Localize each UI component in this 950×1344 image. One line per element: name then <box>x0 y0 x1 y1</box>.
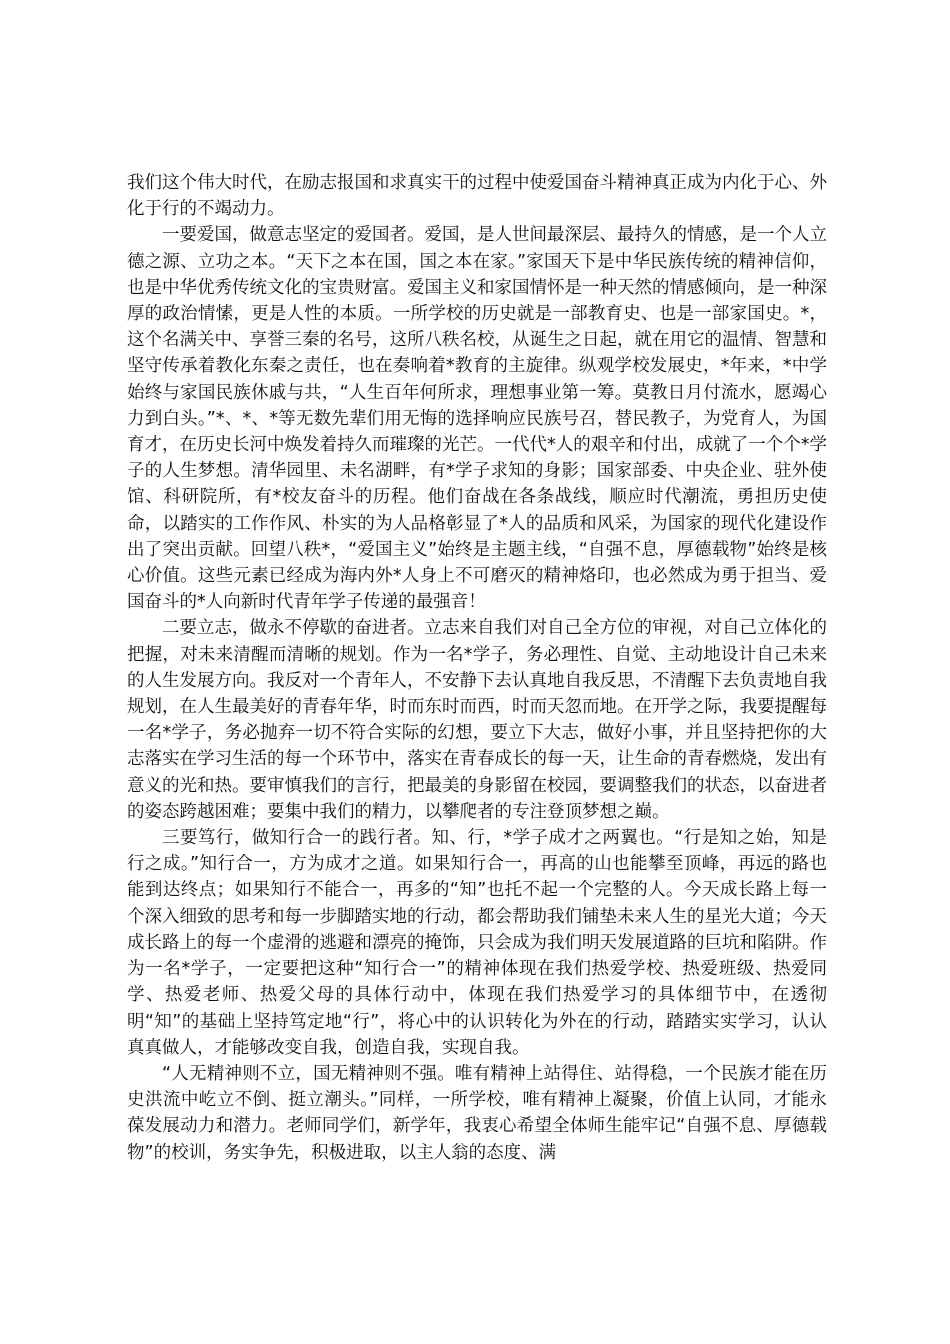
paragraph-3: 二要立志，做永不停歇的奋进者。立志来自我们对自己全方位的审视，对自己立体化的把握，对未来清醒而清晰的规划。作为一名*学子，务必理性、自觉、主动地设计自己未来的人生发展方向。我反对一个青年人，不安静下去认真地自我反思，不清醒下去负责地自我规划，在人生最美好的青春年华，时而东时而西，时而天忽而地。在开学之际，我要提醒每一名*学子，务必抛弃一切不符合实际的幻想，要立下大志，做好小事，并且坚持把你的大志落实在学习生活的每一个环节中，落实在青春成长的每一天，让生命的青春燃烧，发出有意义的光和热。要审慎我们的言行，把最美的身影留在校园，要调整我们的状态，以奋进者的姿态跨越困难；要集中我们的精力，以攀爬者的专注登顶梦想之巅。 <box>127 618 827 822</box>
document-page <box>127 170 827 1166</box>
paragraph-4: 三要笃行，做知行合一的践行者。知、行，*学子成才之两翼也。“行是知之始，知是行之成。”知行合一，方为成才之道。如果知行合一，再高的山也能攀至顶峰，再远的路也能到达终点；如果知行不能合一，再多的“知”也托不起一个完整的人。今天成长路上每一个深入细致的思考和每一步脚踏实地的行动，都会帮助我们铺垫未来人生的星光大道；今天成长路上的每一个虚滑的逃避和漂亮的掩饰，只会成为我们明天发展道路的巨坑和陷阱。作为一名*学子，一定要把这种“知行合一”的精神体现在我们热爱学校、热爱班级、热爱同学、热爱老师、热爱父母的具体行动中，体现在我们热爱学习的具体细节中，在透彻明“知”的基础上坚持笃定地“行”，将心中的认识转化为外在的行动，踏踏实实学习，认认真真做人，才能够改变自我，创造自我，实现自我。 <box>127 828 827 1058</box>
paragraph-2: 一要爱国，做意志坚定的爱国者。爱国，是人世间最深层、最持久的情感，是一个人立德之源、立功之本。“天下之本在国，国之本在家。”家国天下是中华民族传统的精神信仰，也是中华优秀传统文化的宝贵财富。爱国主义和家国情怀是一种天然的情感倾向，是一种深厚的政治情愫，更是人性的本质。一所学校的历史就是一部教育史、也是一部家国史。*，这个名满关中、享誉三秦的名号，这所八秩名校，从诞生之日起，就在用它的温情、智慧和坚守传承着教化东秦之责任，也在奏响着*教育的主旋律。纵观学校发展史，*年来，*中学始终与家国民族休戚与共，“人生百年何所求，理想事业第一筹。莫教日月付流水，愿竭心力到白头。”*、*、*等无数先辈们用无悔的选择响应民族号召，替民教子，为党育人，为国育才，在历史长河中焕发着持久而璀璨的光芒。一代代*人的艰辛和付出，成就了一个个*学子的人生梦想。清华园里、未名湖畔，有*学子求知的身影；国家部委、中央企业、驻外使馆、科研院所，有*校友奋斗的历程。他们奋战在各条战线，顺应时代潮流，勇担历史使命，以踏实的工作作风、朴实的为人品格彰显了*人的品质和风采，为国家的现代化建设作出了突出贡献。回望八秩*，“爱国主义”始终是主题主线，“自强不息，厚德载物”始终是核心价值。这些元素已经成为海内外*人身上不可磨灭的精神烙印，也必然成为勇于担当、爱国奋斗的*人向新时代青年学子传递的最强音！ <box>127 225 827 613</box>
paragraph-5: “人无精神则不立，国无精神则不强。唯有精神上站得住、站得稳，一个民族才能在历史洪流中屹立不倒、挺立潮头。”同样，一所学校，唯有精神上凝聚，价值上认同，才能永葆发展动力和潜力。老师同学们，新学年，我衷心希望全体师生能牢记“自强不息、厚德载物”的校训，务实争先，积极进取，以主人翁的态度、满 <box>127 1063 827 1163</box>
paragraph-1: 我们这个伟大时代，在励志报国和求真实干的过程中使爱国奋斗精神真正成为内化于心、外化于行的不竭动力。 <box>127 173 827 220</box>
